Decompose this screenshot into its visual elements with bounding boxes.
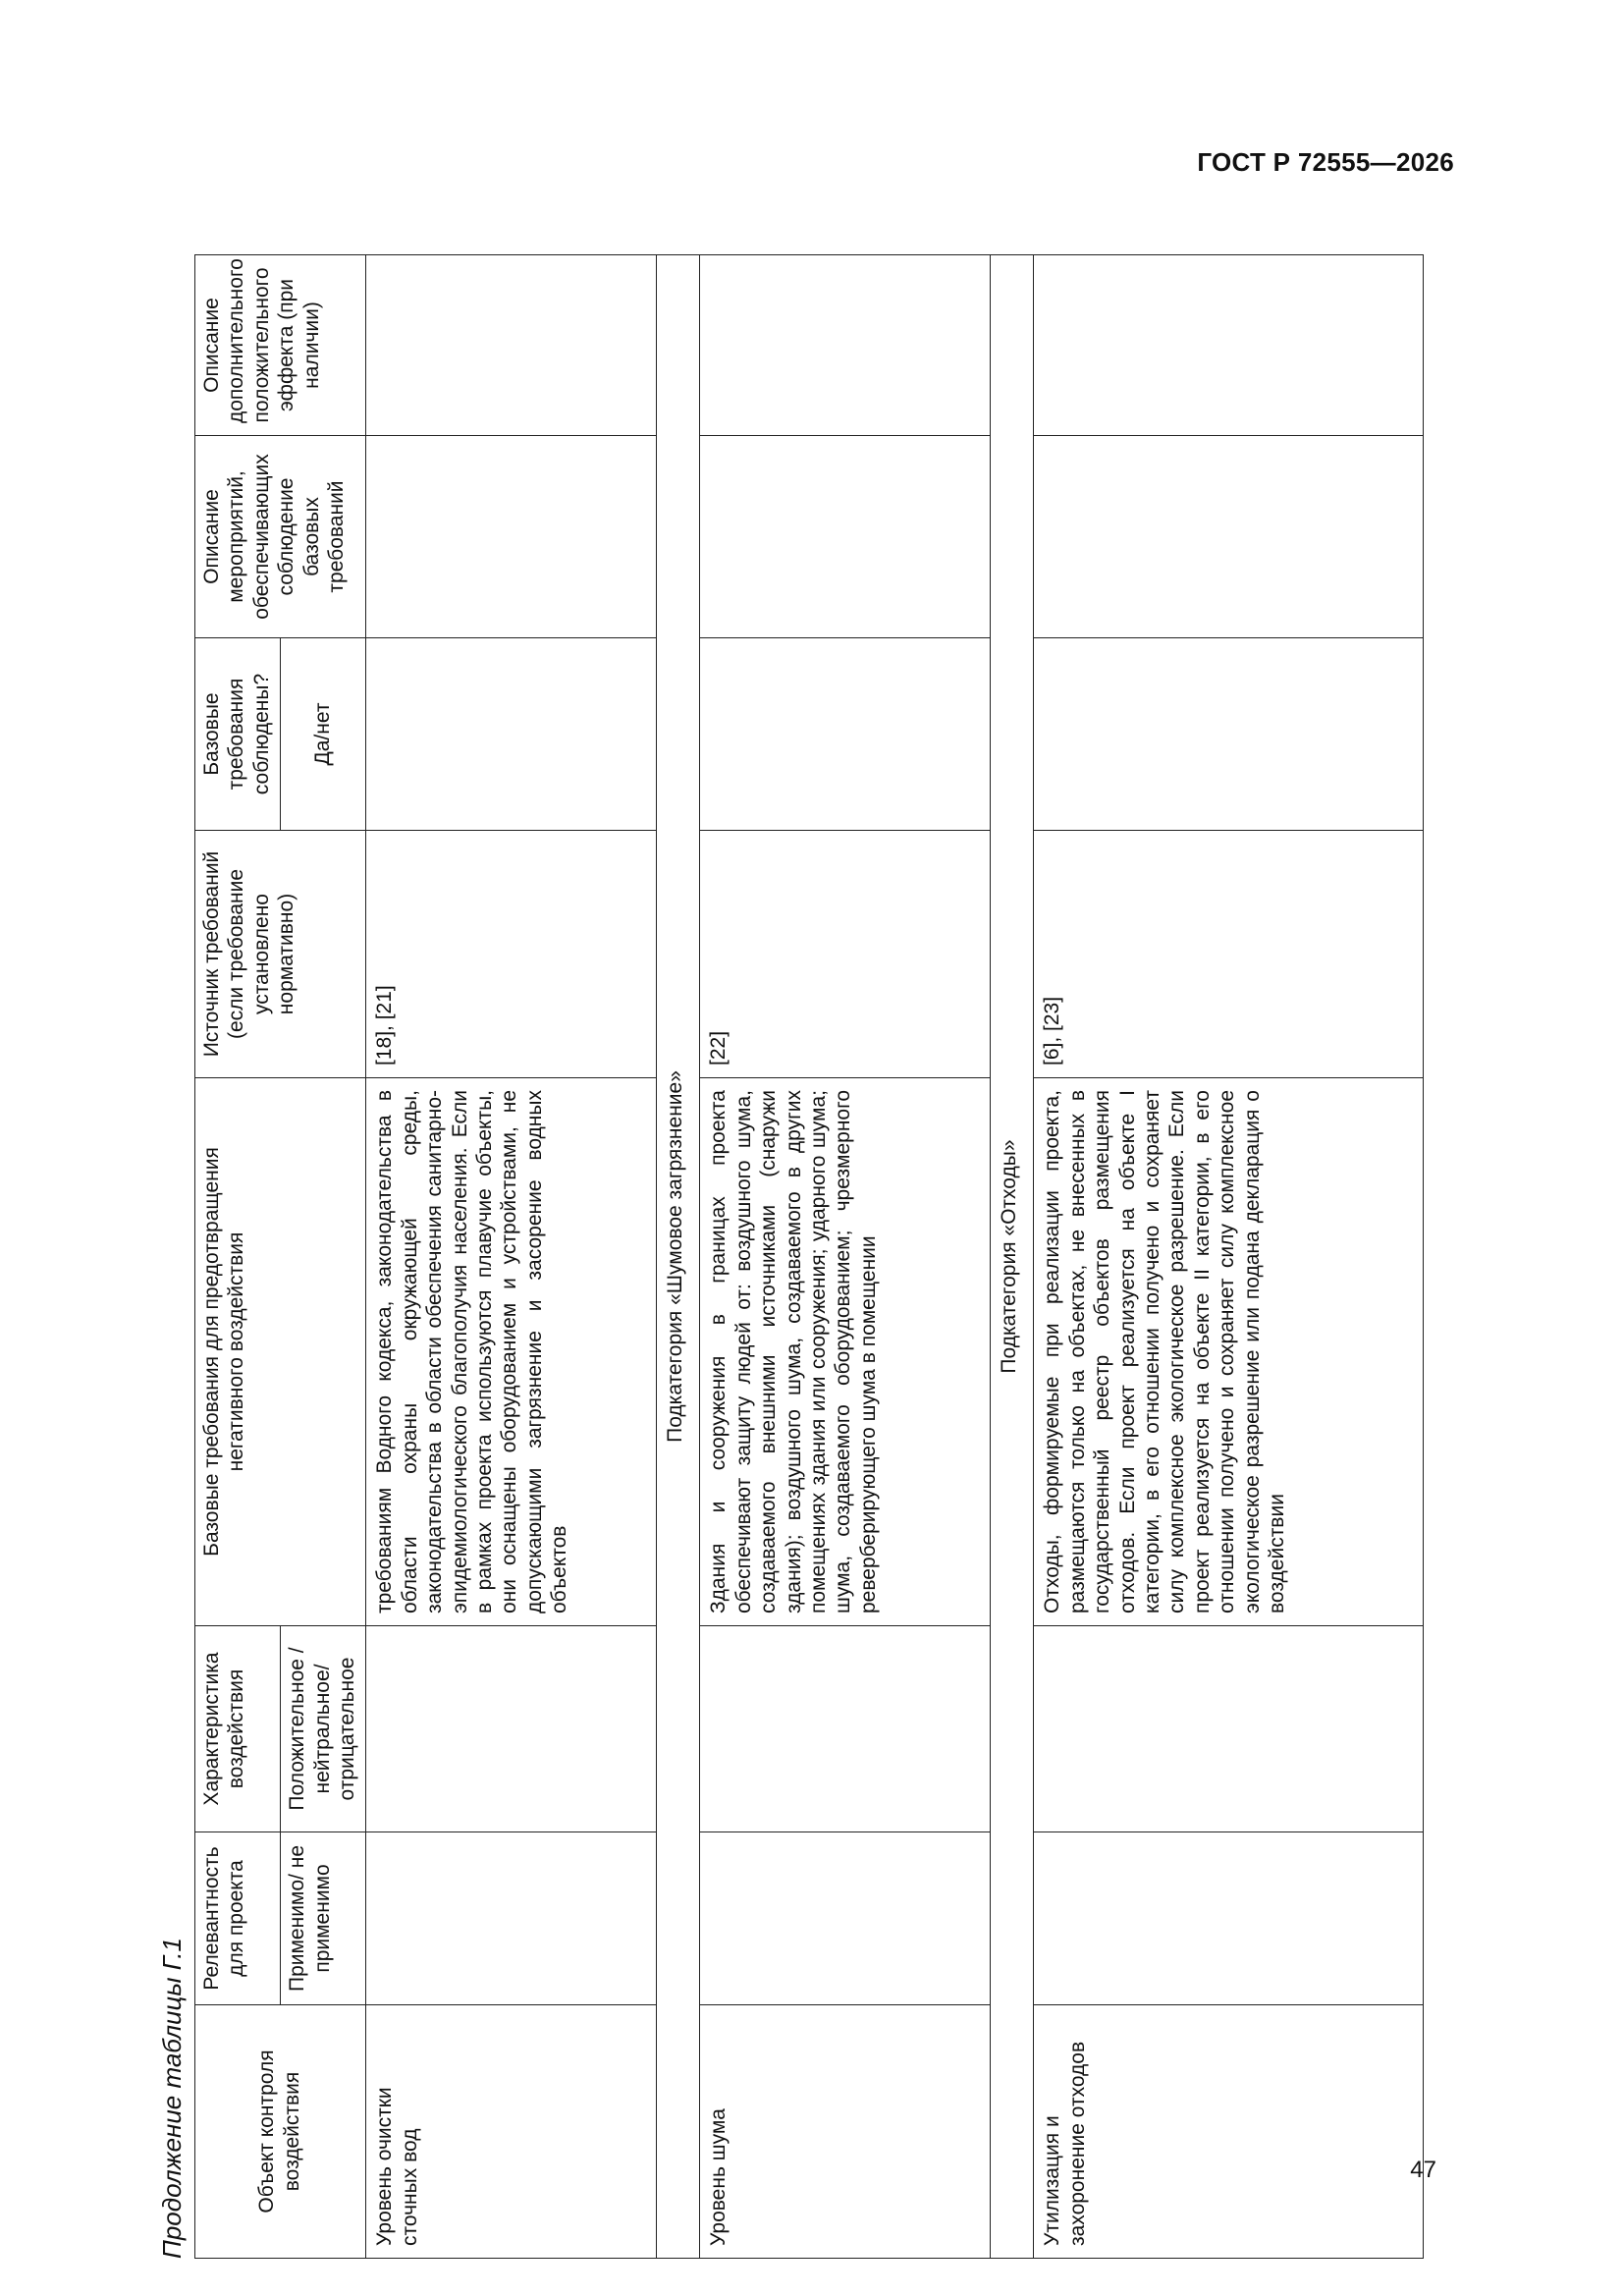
- table-row: [700, 255, 991, 2259]
- row-object: Уровень шума: [700, 2005, 991, 2259]
- header-base-requirements: Базовые требования для предотвращения негативного воздействия: [195, 1078, 366, 1626]
- header-object: Объект контроля воздействия: [195, 2005, 366, 2259]
- subcategory-noise: Подкатегория «Шумовое загрязнение»: [657, 255, 700, 2259]
- row-requirement: Отходы, формируемые при реализации проекта, размещаются только на объектах, не внесенных в государственный реестр объектов размещения отходов. Если проект реализуется на объекте I категории, в его отношении получено и сохраняет силу комплексное экологическое разрешение. Если проект реализуется на объекте II категории, в его отношении получено и сохраняет силу комплексное экологическое разрешение или подана декларация о воздействии: [1034, 1078, 1424, 1626]
- row-object: Уровень очистки сточных вод: [366, 2005, 657, 2259]
- row-relevance: [1034, 1832, 1424, 2005]
- impact-requirements-table: [194, 254, 1424, 2259]
- row-requirement: Здания и сооружения в границах проекта обеспечивают защиту людей от: воздушного шума, создаваемого внешними источниками (снаружи здания); воздушного шума, создаваемого в других помещениях здания или сооружения; ударного шума; шума, создаваемого оборудованием; чрезмерного реверберирующего шума в помещении: [700, 1078, 991, 1626]
- table-row: [366, 255, 657, 2259]
- row-relevance: [366, 1832, 657, 2005]
- header-measures-description: Описание мероприятий, обеспечивающих соблюдение базовых требований: [195, 436, 366, 638]
- row-measures: [700, 436, 991, 638]
- row-characteristic: [700, 1626, 991, 1832]
- header-relevance: Релевантность для проекта: [195, 1832, 281, 2005]
- row-met: [1034, 638, 1424, 831]
- row-met: [700, 638, 991, 831]
- subheader-impact-type: Положительное /нейтральное/ отрицательное: [281, 1626, 366, 1832]
- row-source: [22]: [700, 831, 991, 1078]
- table-row: [1034, 255, 1424, 2259]
- row-requirement: требованиям Водного кодекса, законодательства в области охраны окружающей среды, законодательства в области обеспечения санитарно-эпидемиологического благополучия населения. Если в рамках проекта используются плавучие объекты, они оснащены оборудованием и устройствами, не допускающими загрязнение и засорение водных объектов: [366, 1078, 657, 1626]
- header-source: Источник требований (если требование установлено нормативно): [195, 831, 366, 1078]
- row-source: [18], [21]: [366, 831, 657, 1078]
- page-number: 47: [1410, 2157, 1436, 2183]
- row-positive-effect: [1034, 255, 1424, 436]
- subcategory-row: [991, 255, 1034, 2259]
- table-caption: Продолжение таблицы Г.1: [157, 1938, 187, 2259]
- row-characteristic: [366, 1626, 657, 1832]
- document-code: ГОСТ Р 72555—2026: [1197, 147, 1454, 177]
- row-relevance: [700, 1832, 991, 2005]
- subheader-applicable: Применимо/ не применимо: [281, 1832, 366, 2005]
- row-source: [6], [23]: [1034, 831, 1424, 1078]
- subheader-yes-no: Да/нет: [281, 638, 366, 831]
- row-positive-effect: [366, 255, 657, 436]
- header-positive-effect: Описание дополнительного положительного эффекта (при наличии): [195, 255, 366, 436]
- table-header-row: [195, 255, 281, 2259]
- header-requirements-met: Базовые требования соблюдены?: [195, 638, 281, 831]
- rotated-table-page: [157, 255, 1424, 2259]
- row-measures: [1034, 436, 1424, 638]
- row-object: Утилизация и захоронение отходов: [1034, 2005, 1424, 2259]
- subcategory-waste: Подкатегория «Отходы»: [991, 255, 1034, 2259]
- header-characteristic: Характеристика воздействия: [195, 1626, 281, 1832]
- row-positive-effect: [700, 255, 991, 436]
- subcategory-row: [657, 255, 700, 2259]
- row-characteristic: [1034, 1626, 1424, 1832]
- row-met: [366, 638, 657, 831]
- row-measures: [366, 436, 657, 638]
